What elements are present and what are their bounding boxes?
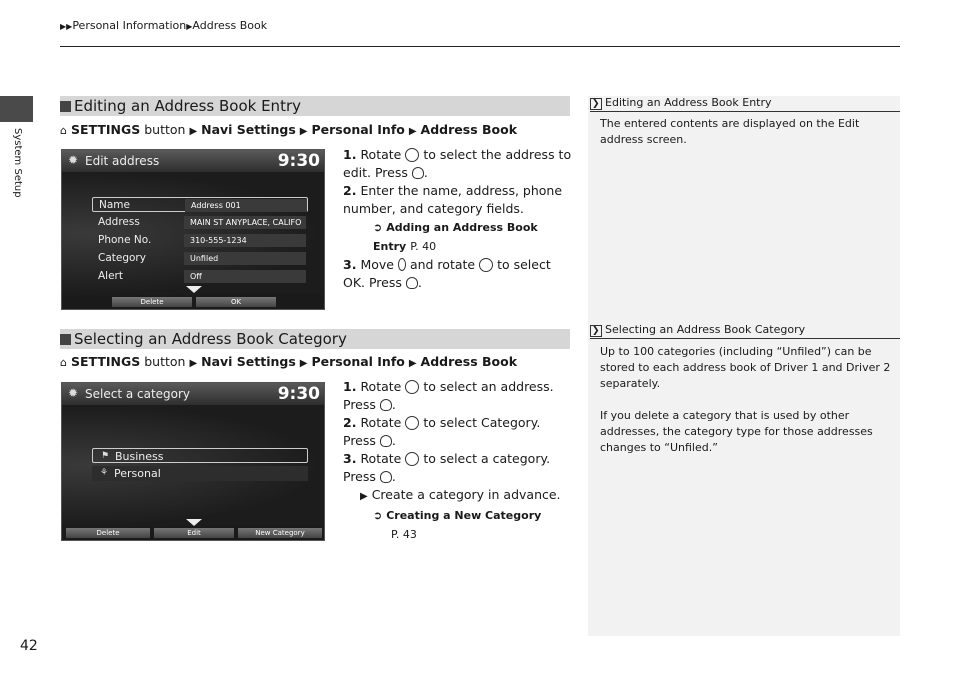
breadcrumb: [60, 19, 267, 32]
interface-dial-icon: [405, 416, 419, 430]
step-number: 2.: [343, 415, 357, 430]
gear-icon: ✹: [68, 386, 79, 400]
step-number: 1.: [343, 147, 357, 162]
home-icon: ⌂: [60, 356, 67, 369]
press-icon: [412, 167, 424, 179]
select-category-screen: [61, 382, 325, 541]
step-text: to select: [423, 415, 478, 430]
press-icon: [380, 399, 392, 411]
scroll-down-icon[interactable]: [186, 286, 202, 293]
field-value: Address 001: [185, 199, 307, 212]
interface-dial-icon: [405, 380, 419, 394]
step-2: [343, 182, 573, 218]
category-icon: ⚘: [100, 468, 109, 478]
nav-navi-settings: Navi Settings: [201, 354, 296, 369]
section-1-nav-path: [60, 122, 517, 137]
step-text: .: [417, 275, 422, 290]
step-3: [343, 450, 573, 486]
nav-arrow-icon: ▶: [408, 358, 417, 369]
screen-clock: 9:30: [277, 151, 320, 171]
side-tab-label: System Setup: [12, 128, 23, 198]
step-text: to select an address. Press: [343, 379, 554, 412]
step-text: Rotate: [360, 451, 402, 466]
field-row-name[interactable]: [92, 197, 308, 212]
step-ok-label: OK: [343, 275, 362, 290]
nav-arrow-icon: ▶: [189, 126, 198, 137]
nav-personal-info: Personal Info: [311, 354, 405, 369]
ref-link[interactable]: Adding an Address Book Entry: [373, 221, 538, 253]
nav-address-book: Address Book: [420, 122, 518, 137]
step-text: .: [391, 433, 396, 448]
interface-dial-icon: [405, 148, 419, 162]
step-2: [343, 414, 573, 450]
step-3-ref-page: [343, 525, 573, 544]
category-label: Personal: [114, 467, 161, 480]
section-2-steps: [343, 378, 573, 544]
field-label: Category: [98, 252, 146, 264]
category-label: Business: [115, 450, 164, 463]
note-2-header: [590, 323, 900, 339]
note-2-title: Selecting an Address Book Category: [605, 323, 806, 336]
ref-page: P. 43: [391, 528, 417, 541]
breadcrumb-arrow-icon: ▶: [186, 22, 193, 31]
step-2-ref[interactable]: [343, 218, 573, 256]
ref-page: P. 40: [410, 240, 437, 253]
nav-arrow-icon: ▶: [189, 358, 198, 369]
step-text: Rotate: [360, 379, 402, 394]
section-square-icon: [60, 334, 71, 345]
move-icon: [398, 258, 406, 271]
nav-settings: SETTINGS: [70, 122, 141, 137]
interface-dial-icon: [405, 452, 419, 466]
step-text: Create a category in advance.: [371, 487, 561, 502]
delete-button[interactable]: Delete: [112, 297, 192, 307]
breadcrumb-part1: Personal Information: [72, 19, 187, 32]
ref-link[interactable]: Creating a New Category: [386, 509, 542, 522]
ok-button[interactable]: OK: [196, 297, 276, 307]
step-text: . Press: [343, 415, 541, 448]
field-value: Off: [184, 270, 306, 283]
section-2-title: Selecting an Address Book Category: [74, 330, 347, 348]
step-1: [343, 378, 573, 414]
step-text: and rotate: [409, 257, 476, 272]
step-text: to select a category. Press: [343, 451, 551, 484]
step-text: Enter the name, address, phone number, and category fields.: [343, 183, 563, 216]
breadcrumb-part2: Address Book: [192, 19, 268, 32]
interface-dial-icon: [479, 258, 493, 272]
step-text: .: [391, 469, 396, 484]
nav-arrow-icon: ▶: [299, 126, 308, 137]
nav-arrow-icon: ▶: [299, 358, 308, 369]
category-icon: ⚑: [101, 451, 110, 461]
field-value: Unfiled: [184, 252, 306, 265]
side-tab-marker: [0, 96, 33, 122]
note-1-title: Editing an Address Book Entry: [605, 96, 772, 109]
edit-address-screen: [61, 149, 325, 310]
nav-button-word: button: [144, 122, 186, 137]
step-text: to select: [497, 257, 551, 272]
ref-arrow-icon: ➲: [373, 509, 383, 522]
scroll-down-icon[interactable]: [186, 519, 202, 526]
category-row-personal[interactable]: [92, 466, 308, 481]
nav-arrow-icon: ▶: [408, 126, 417, 137]
field-label: Alert: [98, 270, 123, 282]
step-category-label: Category: [481, 415, 537, 430]
screen-title-bar: [62, 150, 324, 172]
note-ref-icon: ❯: [592, 326, 600, 336]
step-text: Move: [360, 257, 394, 272]
nav-button-word: button: [144, 354, 186, 369]
section-2-heading: [60, 329, 570, 349]
note-2-body-2: If you delete a category that is used by other addresses, the category type for those addresses changes to “Unfiled.”: [600, 409, 873, 454]
field-value: 310-555-1234: [184, 234, 306, 247]
ref-arrow-icon: ➲: [373, 221, 383, 234]
edit-button[interactable]: Edit: [154, 528, 234, 538]
breadcrumb-arrow-icon: ▶▶: [60, 22, 73, 31]
screen-clock: 9:30: [277, 384, 320, 404]
screen-footer: [62, 295, 324, 309]
step-3-sub: [343, 486, 573, 506]
field-row-alert[interactable]: [92, 269, 308, 284]
field-row-category[interactable]: [92, 251, 308, 266]
field-label: Name: [99, 199, 130, 211]
section-1-heading: [60, 96, 570, 116]
step-number: 3.: [343, 257, 357, 272]
step-number: 3.: [343, 451, 357, 466]
note-ref-icon: ❯: [592, 99, 600, 109]
home-icon: ⌂: [60, 124, 67, 137]
screen-title-bar: [62, 383, 324, 405]
press-icon: [380, 435, 392, 447]
nav-navi-settings: Navi Settings: [201, 122, 296, 137]
category-row-business[interactable]: [92, 448, 308, 463]
field-value: MAIN ST ANYPLACE, CALIFO: [184, 216, 306, 229]
note-2-body-1: Up to 100 categories (including “Unfiled”) can be stored to each address book of Driver 1 and Driver 2 separately.: [600, 345, 891, 390]
section-square-icon: [60, 101, 71, 112]
delete-button[interactable]: Delete: [66, 528, 150, 538]
step-text: .: [423, 165, 428, 180]
step-text: .: [391, 397, 396, 412]
new-category-button[interactable]: New Category: [238, 528, 322, 538]
step-number: 1.: [343, 379, 357, 394]
field-row-phone[interactable]: [92, 233, 308, 248]
section-1-title: Editing an Address Book Entry: [74, 97, 301, 115]
note-1-header: [590, 96, 900, 112]
sub-arrow-icon: ▶: [360, 491, 368, 502]
note-1-body: The entered contents are displayed on the Edit address screen.: [600, 117, 860, 146]
nav-personal-info: Personal Info: [311, 122, 405, 137]
step-text: to select the address to edit. Press: [343, 147, 572, 180]
nav-address-book: Address Book: [420, 354, 518, 369]
page-number: 42: [20, 638, 38, 654]
screen-body: [62, 405, 324, 526]
screen-body: [62, 172, 324, 295]
field-label: Phone No.: [98, 234, 152, 246]
step-3: [343, 256, 573, 292]
step-text: Rotate: [360, 147, 402, 162]
header-rule: [60, 46, 900, 47]
press-icon: [380, 471, 392, 483]
step-text: . Press: [361, 275, 402, 290]
nav-settings: SETTINGS: [70, 354, 141, 369]
step-3-ref[interactable]: [343, 506, 573, 525]
press-icon: [406, 277, 418, 289]
step-text: Rotate: [360, 415, 402, 430]
screen-footer: [62, 526, 324, 540]
field-row-address[interactable]: [92, 215, 308, 230]
step-1: [343, 146, 573, 182]
screen-title: Select a category: [85, 387, 191, 401]
gear-icon: ✹: [68, 153, 79, 167]
step-number: 2.: [343, 183, 357, 198]
section-1-steps: [343, 146, 573, 292]
field-label: Address: [98, 216, 140, 228]
screen-title: Edit address: [85, 154, 160, 168]
section-2-nav-path: [60, 354, 517, 369]
